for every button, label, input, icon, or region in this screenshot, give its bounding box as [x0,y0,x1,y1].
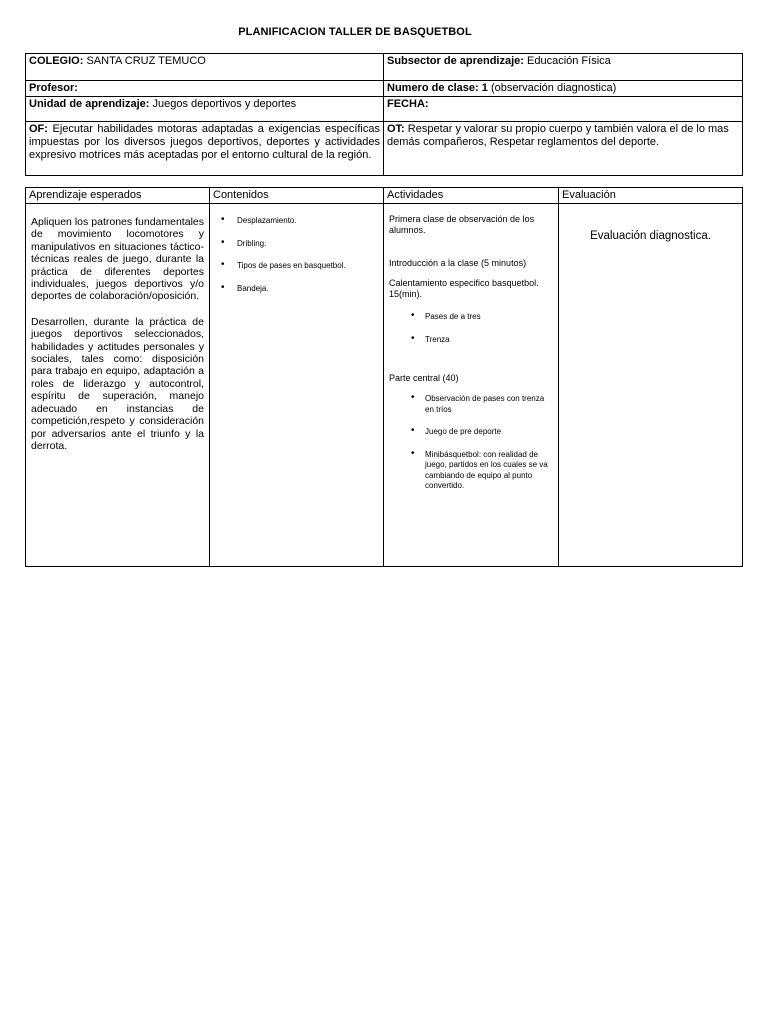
central-list [389,394,553,492]
aprendizaje-paragraph: Desarrollen, durante la práctica de juegos deportivos seleccionados, habilidades y actitudes personales y sociales, tales como: disposición para trabajo en equipo, adaptación a roles de liderazgo y autocontrol, espíritu de superación, manejo adecuado en instancias de competición,respeto y consideración por adversarios ante el triunfo y la derrota. [31,315,204,452]
ot-value: Respetar y valorar su propio cuerpo y también valora el de lo mas demás compañeros, Respetar reglamentos del deporte. [387,123,729,148]
list-item: • Desplazamiento. [235,216,378,227]
clase-cell [384,81,743,97]
colegio-cell [26,54,384,81]
list-item: • Dribling. [235,239,378,250]
contenidos-list [215,216,378,294]
colegio-value: SANTA CRUZ TEMUCO [86,55,206,67]
ot-cell [384,122,743,176]
aprendizaje-cell [26,204,210,567]
list-item: • Observación de pases con trenza en tríos [425,394,553,415]
aprendizaje-paragraph: Apliquen los patrones fundamentales de movimiento locomotores y manipulativos en situaciones táctico-técnicas reales de juego, durante la práctica de diferentes deportes individuales, juegos deportivos y/o deportes de colaboración/oposición. [31,216,204,303]
subsector-cell [384,54,743,81]
plan-table [25,187,743,567]
list-item: • Tipos de pases en basquetbol. [235,261,378,272]
subsector-value: Educación Física [527,55,611,67]
profesor-cell [26,81,384,97]
ot-label: OT: [387,123,405,135]
list-item: • Pases de a tres [425,312,553,323]
fecha-label: FECHA: [387,98,429,110]
actividades-intro: Primera clase de observación de los alumnos. [389,214,535,235]
actividades-calentamiento: Calentamiento especifico basquetbol. 15(min). [389,278,539,299]
list-item: • Bandeja. [235,284,378,295]
colegio-label: COLEGIO: [29,55,84,67]
list-item: • Trenza [425,335,553,346]
contenidos-cell [210,204,384,567]
info-table [25,53,743,176]
header-aprendizaje: Aprendizaje esperados [26,188,210,204]
unidad-label: Unidad de aprendizaje: [29,98,150,110]
unidad-value: Juegos deportivos y deportes [152,98,297,110]
actividades-introduccion: Introducción a la clase (5 minutos) [389,258,527,268]
subsector-label: Subsector de aprendizaje: [387,55,524,67]
evaluacion-text: Evaluación diagnostica. [590,230,711,242]
actividades-parte-central: Parte central (40) [389,373,459,383]
clase-value: (observación diagnostica) [490,82,617,94]
page-title: PLANIFICACION TALLER DE BASQUETBOL [238,26,472,38]
of-value: Ejecutar habilidades motoras adaptadas a exigencias específicas impuestas por los diversos juegos deportivos, deportes y actividades expresivo motrices más aceptadas por el entorno cultural de la región. [29,123,380,161]
header-evaluacion: Evaluación [559,188,743,204]
of-cell [26,122,384,176]
fecha-cell [384,97,743,122]
of-label: OF: [29,123,48,135]
actividades-cell [384,204,559,567]
header-contenidos: Contenidos [210,188,384,204]
unidad-cell [26,97,384,122]
list-item: • Juego de pre deporte [425,427,553,438]
profesor-label: Profesor: [29,82,78,94]
calentamiento-list [389,312,553,345]
header-actividades: Actividades [384,188,559,204]
clase-label: Numero de clase: 1 [387,82,488,94]
list-item: • Minibásquetbol: con realidad de juego, partidos en los cuales se va cambiando de equipo al punto convertido. [425,450,553,492]
evaluacion-cell [559,204,743,567]
